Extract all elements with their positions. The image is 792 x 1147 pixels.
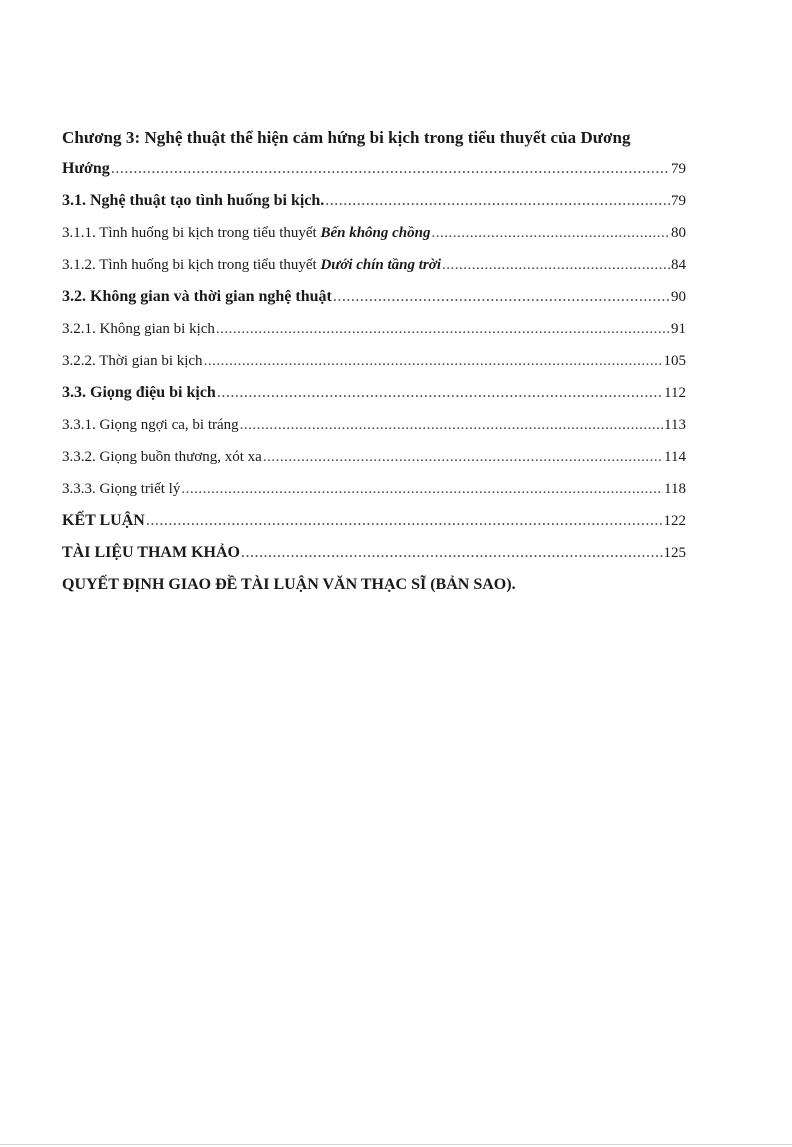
toc-entry-page: 90 — [671, 289, 686, 305]
toc-entry[interactable] — [62, 345, 686, 377]
dot-leader — [146, 505, 663, 537]
dot-leader — [181, 473, 663, 505]
toc-entry[interactable] — [62, 441, 686, 473]
toc-entry[interactable] — [62, 377, 686, 409]
toc-entry-novel-title: Dưới chín tầng trời — [320, 257, 441, 273]
toc-entry-label — [62, 249, 441, 281]
toc-entry-label — [62, 537, 240, 569]
toc-entry-label — [62, 377, 216, 409]
toc-entry-label-text: 3.2.1. Không gian bi kịch — [62, 321, 215, 337]
dot-leader — [263, 441, 663, 473]
toc-entry-chapter-3[interactable] — [62, 153, 686, 185]
toc-entry-page: 114 — [664, 449, 686, 465]
toc-entry[interactable] — [62, 537, 686, 569]
toc-entry-novel-title: Bến không chồng — [320, 225, 431, 241]
table-of-contents — [62, 122, 686, 601]
dot-leader — [442, 249, 670, 281]
page-bottom-rule — [0, 1144, 792, 1145]
toc-entry-page: 84 — [671, 257, 686, 273]
dot-leader — [432, 217, 671, 249]
toc-entry[interactable] — [62, 281, 686, 313]
toc-entry-page: 79 — [671, 193, 686, 209]
toc-entry-label-text: KẾT LUẬN — [62, 512, 145, 529]
toc-entry-page: 125 — [663, 545, 686, 561]
toc-entry-label-text: 3.1. Nghệ thuật tạo tình huống bi kịch. — [62, 192, 325, 209]
toc-entry-page: 80 — [671, 225, 686, 241]
dot-leader — [333, 281, 670, 313]
toc-entry-label-text: 3.3.3. Giọng triết lý — [62, 481, 181, 497]
chapter-title: Chương 3: Nghệ thuật thể hiện cảm hứng bi kịch trong tiểu thuyết của Dương — [62, 128, 631, 147]
toc-entry-label — [62, 473, 180, 505]
toc-entry-label-text: 3.3. Giọng điệu bi kịch — [62, 384, 216, 401]
toc-entry-page: 105 — [663, 353, 686, 369]
toc-entry-label — [62, 505, 145, 537]
toc-entry-page: 91 — [671, 321, 686, 337]
dot-leader — [241, 537, 663, 569]
toc-entry[interactable] — [62, 409, 686, 441]
toc-entry-label-text: 3.1.2. Tình huống bi kịch trong tiểu thuyết — [62, 257, 321, 273]
toc-entry-label-text: 3.2. Không gian và thời gian nghệ thuật — [62, 288, 332, 305]
toc-entry[interactable] — [62, 249, 686, 281]
toc-entry-label — [62, 313, 215, 345]
toc-entry-label-text: 3.1.1. Tình huống bi kịch trong tiểu thuyết — [62, 225, 321, 241]
toc-entry-page: 79 — [671, 161, 686, 177]
dot-leader — [240, 409, 663, 441]
toc-entry-page: 112 — [664, 385, 686, 401]
toc-entry-page: 118 — [664, 481, 686, 497]
toc-entries — [62, 185, 686, 569]
toc-entry-label — [62, 281, 332, 313]
toc-entry[interactable] — [62, 185, 686, 217]
toc-entry[interactable] — [62, 217, 686, 249]
toc-entry-label-text: 3.3.1. Giọng ngợi ca, bi tráng — [62, 417, 239, 433]
toc-entry-label: Hướng — [62, 160, 110, 177]
toc-entry-label-text: 3.2.2. Thời gian bi kịch — [62, 353, 203, 369]
dot-leader — [216, 313, 670, 345]
toc-entry-label — [62, 185, 324, 217]
toc-entry-label-text: 3.3.2. Giọng buồn thương, xót xa — [62, 449, 262, 465]
dot-leader — [325, 185, 670, 217]
toc-entry-label — [62, 345, 203, 377]
toc-entry-page: 113 — [664, 417, 686, 433]
toc-entry-label-text: TÀI LIỆU THAM KHẢO — [62, 544, 240, 561]
toc-entry-label — [62, 441, 262, 473]
dot-leader — [111, 153, 670, 185]
dot-leader — [204, 345, 663, 377]
dot-leader — [217, 377, 663, 409]
toc-entry[interactable] — [62, 505, 686, 537]
toc-entry-page: 122 — [663, 513, 686, 529]
toc-entry-label — [62, 409, 239, 441]
toc-entry[interactable] — [62, 473, 686, 505]
toc-entry-label — [62, 217, 431, 249]
toc-entry[interactable] — [62, 313, 686, 345]
toc-final-line[interactable]: QUYẾT ĐỊNH GIAO ĐỀ TÀI LUẬN VĂN THẠC SĨ (BẢN SAO). — [62, 576, 516, 593]
